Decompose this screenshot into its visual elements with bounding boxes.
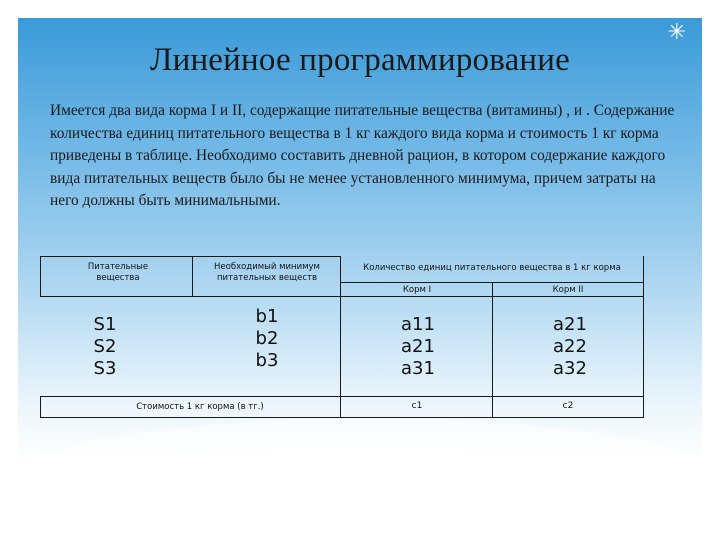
table-cell: S3 <box>93 358 117 379</box>
table-cell: a32 <box>553 358 587 379</box>
footer-c2: c2 <box>562 401 574 411</box>
footer-cost-label: Стоимость 1 кг корма (в тг.) <box>136 402 264 412</box>
nutrition-table <box>40 256 644 418</box>
nutrient-s-column <box>60 314 150 380</box>
table-top-border-left <box>40 256 340 257</box>
table-left-border <box>40 256 41 296</box>
table-col-divider <box>340 256 341 418</box>
table-cell: S1 <box>93 314 117 335</box>
table-bottom-border <box>40 417 644 418</box>
problem-paragraph: Имеется два вида корма I и II, содержащие питательные вещества (витамины) , и . Содержание количества единиц питательного вещества в 1 кг каждого вида корма и стоимость 1 кг корма приведены в таблице. Необходимо составить дневной рацион, в котором содержание каждого вида питательных веществ было бы не менее установленного минимума, причем затраты на него должны быть минимальными. <box>50 102 675 209</box>
feed1-a-column <box>370 314 466 380</box>
table-col-divider <box>192 256 193 296</box>
table-cell: b3 <box>255 350 279 371</box>
table-footer-top <box>40 396 644 397</box>
table-cell: a11 <box>401 314 435 335</box>
table-cell: a31 <box>401 358 435 379</box>
header-quantity: Количество единиц питательного вещества в 1 кг корма <box>363 263 621 273</box>
table-left-border-footer <box>40 396 41 418</box>
feed2-a-column <box>522 314 618 380</box>
table-cell: a22 <box>553 336 587 357</box>
table-right-border <box>643 256 644 418</box>
table-cell: b1 <box>255 306 279 327</box>
table-cell: a21 <box>401 336 435 357</box>
header-minimum: Необходимый минимум питательных веществ <box>214 262 320 283</box>
table-header-bottom-left <box>40 296 340 297</box>
footer-c1: c1 <box>411 401 423 411</box>
sparkle-icon: ✳ <box>667 20 687 45</box>
table-cell: a21 <box>553 314 587 335</box>
header-feed1: Корм I <box>402 285 432 295</box>
table-col-divider <box>492 282 493 418</box>
header-nutrients: Питательные вещества <box>87 262 149 283</box>
table-cell: S2 <box>93 336 117 357</box>
header-feed2: Корм II <box>552 285 584 295</box>
table-cell: b2 <box>255 328 279 349</box>
slide-title: Линейное программирование <box>150 42 570 78</box>
minimum-b-column <box>222 306 312 372</box>
